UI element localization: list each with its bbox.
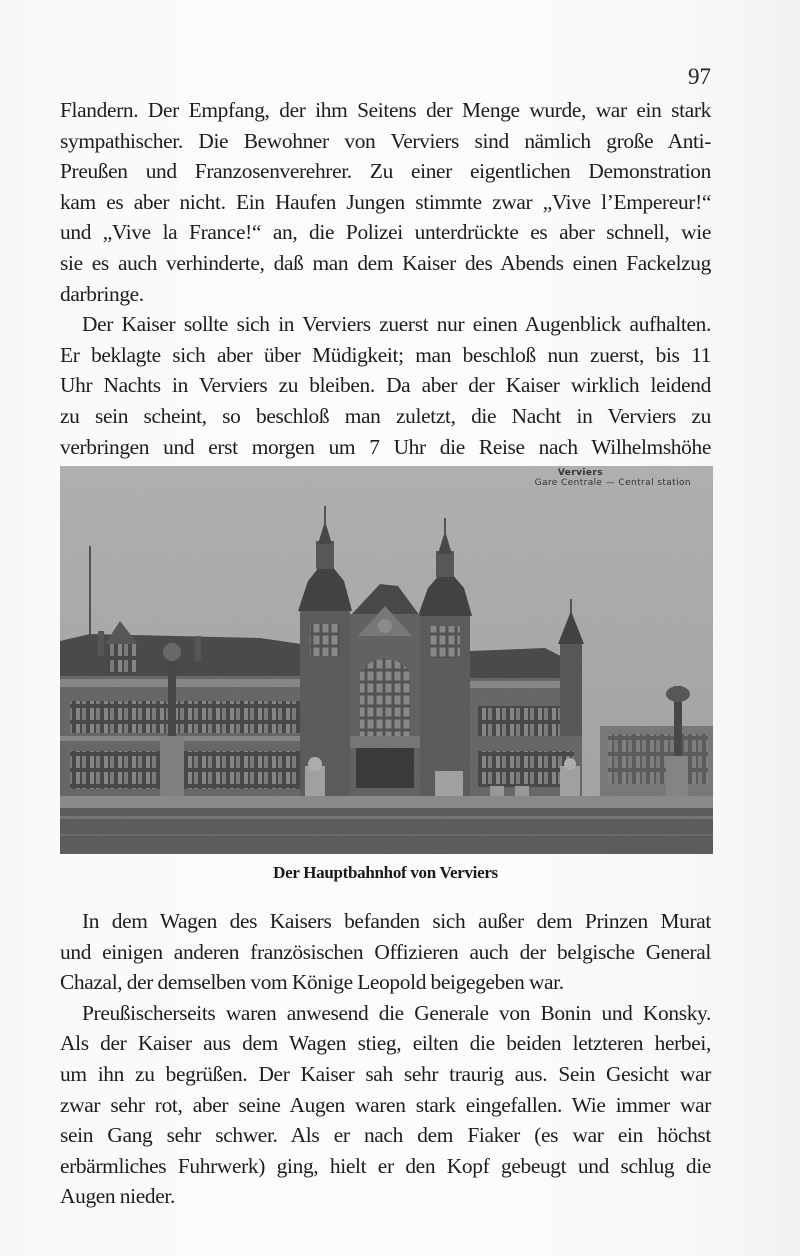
station-photo [60,466,713,854]
postcard-place: Verviers [557,468,603,478]
text-block-top [60,95,711,493]
page-number: 97 [688,64,711,89]
text-line: sympathischer. Die Bewohner von Verviers sind nämlich große Anti- [60,128,711,153]
text-line: kam es aber nicht. Ein Haufen Jungen stimmte zwar „Vive l’Empereur!“ [60,189,711,214]
text-line: Preußen und Franzosenverehrer. Zu einer eigentlichen Demonstration [60,159,711,184]
text-line: um ihn zu begrüßen. Der Kaiser sah sehr traurig aus. Sein Gesicht war [60,1061,711,1086]
text-line: verbringen und erst morgen um 7 Uhr die Reise nach Wilhelmshöhe [60,434,711,459]
text-line: Er beklagte sich aber über Müdigkeit; man beschloß nun zuerst, bis 11 [60,342,711,367]
text-line: zwar sehr rot, aber seine Augen waren stark eingefallen. Wie immer war [60,1092,711,1117]
text-line: Der Kaiser sollte sich in Verviers zuerst nur einen Augenblick aufhalten. [82,312,711,337]
text-line: Augen nieder. [60,1184,175,1209]
text-line: und „Vive la France!“ an, die Polizei unterdrückte es aber schnell, wie [60,220,711,245]
text-line: Preußischerseits waren anwesend die Generale von Bonin und Konsky. [82,1000,711,1025]
text-line: sein Gang sehr schwer. Als er nach dem Fiaker (es war ein höchst [60,1123,711,1148]
postcard-subtitle: Gare Centrale — Central station [534,478,691,488]
text-line: Uhr Nachts in Verviers zu bleiben. Da aber der Kaiser wirklich leidend [60,373,711,398]
text-line: erbärmliches Fuhrwerk) ging, hielt er den Kopf gebeugt und schlug die [60,1153,711,1178]
text-block-bottom [60,906,711,1212]
station-illustration [60,466,713,854]
text-line: In dem Wagen des Kaisers befanden sich außer dem Prinzen Murat [82,909,711,933]
figure-caption: Der Hauptbahnhof von Verviers [273,863,498,882]
text-line: Chazal, der demselben vom Könige Leopold beigegeben war. [60,970,564,995]
postcard-label [535,468,691,488]
text-line: sie es auch verhinderte, daß man dem Kaiser des Abends einen Fackelzug [60,250,711,275]
text-line: und einigen anderen französischen Offizieren auch der belgische General [60,939,711,964]
text-line: Als der Kaiser aus dem Wagen stieg, eilten die beiden letzteren herbei, [60,1031,711,1056]
text-line: Flandern. Der Empfang, der ihm Seitens der Menge wurde, war ein stark [60,98,711,122]
text-line: darbringe. [60,281,144,306]
text-line: zu sein scheint, so beschloß man zuletzt, die Nacht in Verviers zu [60,403,711,428]
